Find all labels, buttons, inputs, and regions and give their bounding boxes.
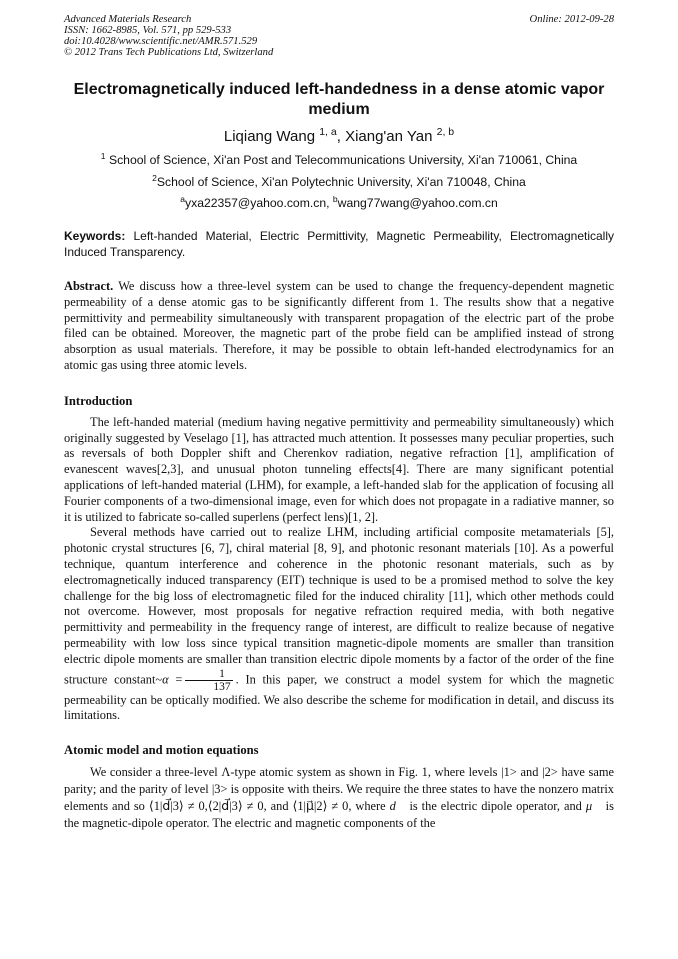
intro-paragraph-1: The left-handed material (medium having negative permittivity and permeability simultaneously) which originally suggested by Veselago [1], has attracted much attention. It possesses many peculiar properties, such as reversals of both Doppler shift and Cherenkov radiation, negative refraction [1], amplification of evanescent waves[2,3], and unusual photon tunneling effects[4]. There are many significant potential applications of left-handed material (LHM), for example, a left-handed slab for the application of focusing all Fourier components of a two-dimensional image, even for which does not propagate in a radiative manner, so it is utilized to fabricate so-called superlens (perfect lens)[1, 2]. <box>64 414 614 524</box>
intro-paragraph-2-text-a: Several methods have carried out to realize LHM, including artificial composite metamaterials [5], photonic crystal structures [6, 7], chiral material [8, 9], and photonic resonant materials [10]. As a powerful technique, quantum interference and coherence in the photonic resonant materials, such as by electromagnetically induced transparency (EIT) technique is used to be a promised method to solve the key challenge for the big loss of electromagnetic filed for the induced chirality [11], which other methods could not overcome. However, most proposals for negative refraction required media, with both negative permittivity and permeability in the frequency range of interest, are difficult to realize because of negative permeability with low loss since typical transition magnetic-dipole moments are smaller than transition electric dipole moments are smaller than transition electric dipole moments by a factor of the order of the fine structure constant~ <box>64 525 614 686</box>
atomic-paragraph-1-text-b: is the electric dipole operator, and <box>409 799 582 814</box>
copyright-line: © 2012 Trans Tech Publications Ltd, Switzerland <box>64 47 274 58</box>
journal-name: Advanced Materials Research <box>64 14 192 25</box>
electric-dipole-symbol: d⃗ <box>389 799 406 814</box>
author-2: Xiang'an Yan <box>345 128 433 145</box>
keywords-text: Left-handed Material, Electric Permittivity, Magnetic Permeability, Electromagnetically Induced Transparency. <box>64 229 614 259</box>
abstract-label: Abstract. <box>64 279 114 293</box>
author-2-sup: 2, b <box>436 126 455 138</box>
atomic-paragraph-1-text-where: , where <box>348 799 386 814</box>
email-a[interactable]: yxa22357@yahoo.com.cn, <box>185 196 330 210</box>
abstract-text: We discuss how a three-level system can be used to change the frequency-dependent magnetic permeability of a dense atomic gas to be significantly different from 1. The results show that a negative permittivity and permeability simultaneously with transparent propagation of the electric part of the probe filed can be obtained. Moreover, the magnetic part of the probe field can be amplified instead of strong absorption as usual materials. Therefore, it may be possible to obtain left-handed electrodynamics for an atomic gas using three atomic levels. <box>64 279 614 372</box>
issn-line: ISSN: 1662-8985, Vol. 571, pp 529-533 <box>64 25 232 36</box>
atomic-paragraph-1-text-c: is the magnetic-dipole operator. The electric and magnetic components of the <box>64 799 614 831</box>
fraction-numerator: 1 <box>185 668 232 681</box>
affiliation-2-sup: 2 <box>152 172 157 183</box>
atomic-paragraph-1-text-mid: , and <box>263 799 289 814</box>
journal-header <box>64 14 614 58</box>
author-1: Liqiang Wang <box>223 128 316 145</box>
affiliation-1-text: School of Science, Xi'an Post and Telecommunications University, Xi'an 710061, China <box>108 153 578 167</box>
section-heading-introduction: Introduction <box>64 393 133 408</box>
matrix-element-magnetic: ⟨1|μ⃗|2⟩ ≠ 0 <box>292 799 349 814</box>
atomic-paragraph-1 <box>64 764 614 832</box>
atomic-paragraph-1-text-a: We consider a three-level Λ-type atomic system as shown in Fig. 1, where levels |1> and |2> have same parity; and the parity of level |3> is opposite with theirs. We require the three states to have the nonzero matrix elements and so <box>64 765 614 814</box>
intro-paragraph-2-text-b: . In this paper, we construct a model system for which the magnetic permeability can be optically modified. We also describe the scheme for modification in detail, and discuss its limitations. <box>64 671 614 723</box>
affiliation-2-text: School of Science, Xi'an Polytechnic University, Xi'an 710048, China <box>156 175 526 189</box>
alpha-symbol: α <box>162 671 169 686</box>
keywords <box>64 229 614 260</box>
email-b-sup: b <box>332 193 338 204</box>
doi-line: doi:10.4028/www.scientific.net/AMR.571.529 <box>64 36 258 47</box>
section-heading-atomic-model: Atomic model and motion equations <box>64 743 259 758</box>
equals-sign: = <box>175 671 183 686</box>
affiliation-1-sup: 1 <box>100 150 106 161</box>
intro-paragraph-2 <box>64 525 614 724</box>
email-b[interactable]: wang77wang@yahoo.com.cn <box>337 196 498 210</box>
magnetic-dipole-symbol: μ⃗ <box>585 799 602 814</box>
abstract <box>64 279 614 374</box>
email-line <box>64 193 614 211</box>
author-1-sup: 1, a <box>319 126 337 138</box>
paper-page <box>64 14 614 832</box>
affiliation-1 <box>64 150 614 168</box>
keywords-label: Keywords: <box>64 229 126 243</box>
affiliation-2 <box>64 172 614 190</box>
fraction-denominator: 137 <box>213 680 231 693</box>
fraction-one-over-137 <box>185 668 232 693</box>
email-a-sup: a <box>180 193 186 204</box>
matrix-element-electric: ⟨1|d⃗|3⟩ ≠ 0,⟨2|d⃗|3⟩ ≠ 0 <box>148 799 264 814</box>
online-date: Online: 2012-09-28 <box>529 14 614 25</box>
paper-title: Electromagnetically induced left-handedness in a dense atomic vapor medium <box>73 81 605 118</box>
author-list: Liqiang Wang $^{1, a}$, Xiang'an Yan $^{2, b}$ <box>223 126 455 145</box>
